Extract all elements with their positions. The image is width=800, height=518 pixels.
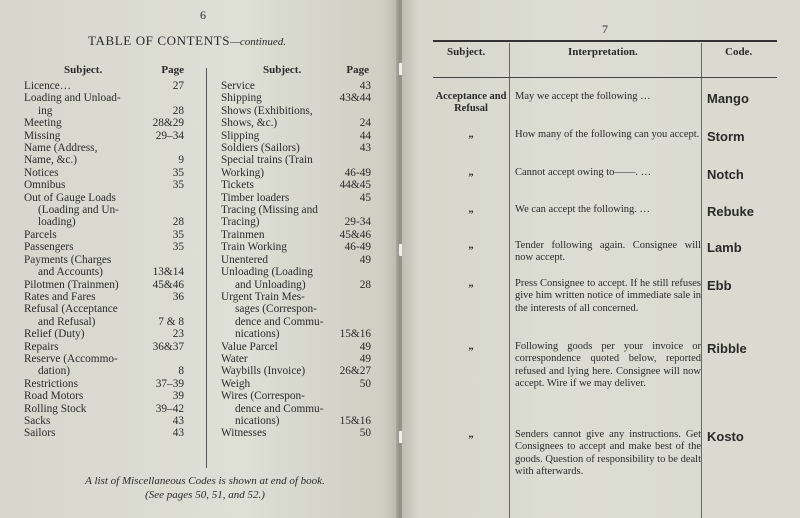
toc-entry-page: 24 bbox=[359, 117, 371, 130]
toc-entry-subject: Witnesses bbox=[221, 427, 267, 440]
column-divider bbox=[206, 68, 207, 468]
toc-entry-subject: dence and Commu- bbox=[235, 402, 324, 415]
toc-entry-page: 35 bbox=[172, 166, 184, 179]
toc-entry-subject: Relief (Duty) bbox=[24, 328, 85, 341]
toc-entry-page: 39 bbox=[172, 390, 184, 403]
toc-entry bbox=[221, 353, 371, 365]
page-header: Page bbox=[161, 64, 184, 76]
toc-entry-subject: Missing bbox=[24, 129, 61, 142]
toc-entry bbox=[24, 92, 184, 104]
toc-entry-subject: Payments (Charges bbox=[24, 253, 112, 266]
toc-right-entries bbox=[221, 80, 371, 440]
toc-title bbox=[88, 33, 286, 49]
toc-entry-subject: Urgent Train Mes- bbox=[221, 290, 305, 303]
toc-entry bbox=[221, 216, 371, 228]
toc-entry-subject: Wires (Correspon- bbox=[221, 390, 305, 403]
toc-entry-page: 26&27 bbox=[339, 365, 371, 378]
toc-entry-subject: Passengers bbox=[24, 241, 74, 254]
toc-entry-subject: Restrictions bbox=[24, 377, 78, 390]
toc-entry-page: 28 bbox=[172, 216, 184, 229]
row-code: Lamb bbox=[707, 240, 742, 255]
toc-entry-subject: Sacks bbox=[24, 414, 51, 427]
toc-entry-subject: and Unloading) bbox=[235, 278, 306, 291]
toc-entry bbox=[24, 415, 184, 427]
column-rule bbox=[701, 43, 702, 518]
toc-left-column-header bbox=[24, 64, 184, 80]
toc-entry bbox=[24, 254, 184, 266]
toc-entry-page: 43 bbox=[359, 80, 371, 92]
row-subject: Acceptance and Refusal bbox=[435, 91, 507, 114]
toc-entry-page: 49 bbox=[359, 352, 371, 365]
toc-entry-page: 7 & 8 bbox=[158, 315, 184, 328]
toc-entry-subject: Shipping bbox=[221, 92, 262, 105]
toc-entry bbox=[221, 105, 371, 117]
toc-entry bbox=[24, 241, 184, 253]
toc-entry-page: 9 bbox=[178, 154, 184, 167]
toc-entry-subject: Repairs bbox=[24, 340, 59, 353]
header-rule bbox=[433, 77, 777, 78]
toc-entry bbox=[221, 80, 371, 92]
toc-entry-subject: Refusal (Acceptance bbox=[24, 303, 118, 316]
toc-entry bbox=[24, 328, 184, 340]
toc-entry-subject: Shows, &c.) bbox=[221, 117, 278, 130]
ditto-mark: „ bbox=[468, 429, 474, 440]
toc-entry-subject: Parcels bbox=[24, 228, 57, 241]
row-interpretation: Following goods per your invoice or correspondence quoted below, reported refused and lying here. Consignee will now accept. Wire if we may deliver. bbox=[515, 341, 701, 390]
toc-entry-page: 29-34 bbox=[344, 216, 371, 229]
row-code: Storm bbox=[707, 129, 745, 144]
toc-entry-subject: Trainmen bbox=[221, 228, 265, 241]
toc-entry bbox=[221, 378, 371, 390]
toc-entry-page: 23 bbox=[172, 328, 184, 341]
toc-entry bbox=[24, 142, 184, 154]
toc-entry-subject: Value Parcel bbox=[221, 340, 278, 353]
toc-entry bbox=[24, 378, 184, 390]
table-top-rule bbox=[433, 40, 777, 42]
row-interpretation: Cannot accept owing to——. … bbox=[515, 167, 652, 178]
toc-entry bbox=[24, 130, 184, 142]
toc-entry-subject: Road Motors bbox=[24, 390, 84, 403]
toc-entry bbox=[24, 229, 184, 241]
toc-entry-page: 44&45 bbox=[339, 179, 371, 192]
toc-entry-page: 45&46 bbox=[339, 228, 371, 241]
toc-entry bbox=[221, 291, 371, 303]
toc-title-suffix: —continued. bbox=[230, 36, 286, 48]
toc-entry-subject: Timber loaders bbox=[221, 191, 290, 204]
toc-entry-subject: Reserve (Accommo- bbox=[24, 352, 118, 365]
toc-entry bbox=[221, 365, 371, 377]
toc-entry-subject: sages (Correspon- bbox=[235, 303, 317, 316]
toc-entry-subject: Tracing) bbox=[221, 216, 260, 229]
row-interpretation: Tender following again. Consignee will now accept. bbox=[515, 240, 701, 264]
toc-entry-page: 49 bbox=[359, 340, 371, 353]
toc-entry-page: 39–42 bbox=[155, 402, 184, 415]
toc-entry bbox=[24, 216, 184, 228]
toc-entry-page: 46-49 bbox=[344, 166, 371, 179]
toc-entry bbox=[221, 130, 371, 142]
toc-entry-page: 46-49 bbox=[344, 241, 371, 254]
toc-entry-page: 49 bbox=[359, 253, 371, 266]
toc-entry-subject: nications) bbox=[235, 414, 280, 427]
toc-entry-page: 35 bbox=[172, 179, 184, 192]
toc-entry bbox=[24, 316, 184, 328]
toc-entry-subject: Meeting bbox=[24, 117, 62, 130]
left-page-number: 6 bbox=[200, 8, 206, 22]
toc-entry-page: 37–39 bbox=[155, 377, 184, 390]
toc-entry bbox=[24, 105, 184, 117]
toc-entry-subject: Unloading (Loading bbox=[221, 266, 313, 279]
row-code: Notch bbox=[707, 167, 744, 182]
toc-entry bbox=[24, 279, 184, 291]
toc-entry-page: 35 bbox=[172, 228, 184, 241]
ditto-mark: „ bbox=[468, 204, 474, 215]
toc-entry-subject: dence and Commu- bbox=[235, 315, 324, 328]
toc-entry bbox=[24, 303, 184, 315]
toc-entry bbox=[221, 427, 371, 439]
toc-entry-page: 15&16 bbox=[339, 328, 371, 341]
toc-entry bbox=[24, 117, 184, 129]
toc-entry-page: 43&44 bbox=[339, 92, 371, 105]
toc-entry-subject: Weigh bbox=[221, 377, 251, 390]
ditto-mark: „ bbox=[468, 278, 474, 289]
toc-entry-subject: Water bbox=[221, 352, 248, 365]
toc-entry bbox=[221, 154, 371, 166]
toc-entry-page: 43 bbox=[359, 142, 371, 155]
toc-left-entries bbox=[24, 80, 184, 440]
toc-entry bbox=[221, 403, 371, 415]
page-header: Page bbox=[346, 64, 369, 76]
toc-entry bbox=[24, 291, 184, 303]
toc-entry-subject: Working) bbox=[221, 166, 265, 179]
row-code: Mango bbox=[707, 91, 749, 106]
ditto-mark: „ bbox=[468, 240, 474, 251]
toc-title-text: TABLE OF CONTENTS bbox=[88, 33, 231, 48]
toc-entry-subject: ing bbox=[38, 104, 53, 117]
toc-entry bbox=[221, 179, 371, 191]
row-code: Ebb bbox=[707, 278, 732, 293]
subject-header: Subject. bbox=[64, 64, 103, 76]
toc-entry-subject: dation) bbox=[38, 365, 70, 378]
ditto-mark: „ bbox=[468, 341, 474, 352]
toc-entry bbox=[24, 403, 184, 415]
toc-entry-subject: Name (Address, bbox=[24, 142, 98, 155]
toc-entry bbox=[221, 241, 371, 253]
toc-entry bbox=[221, 192, 371, 204]
toc-entry-subject: Licence… bbox=[24, 80, 72, 92]
toc-entry bbox=[221, 341, 371, 353]
toc-entry bbox=[221, 229, 371, 241]
toc-entry bbox=[24, 341, 184, 353]
toc-entry bbox=[221, 303, 371, 315]
toc-entry-page: 43 bbox=[172, 427, 184, 440]
toc-entry-page: 36 bbox=[172, 290, 184, 303]
toc-entry-subject: Special trains (Train bbox=[221, 154, 313, 167]
interpretation-column-header: Interpretation. bbox=[568, 46, 638, 58]
toc-entry bbox=[221, 117, 371, 129]
toc-entry bbox=[221, 167, 371, 179]
toc-entry-subject: Train Working bbox=[221, 241, 287, 254]
toc-entry-page: 29–34 bbox=[155, 129, 184, 142]
toc-entry bbox=[221, 279, 371, 291]
toc-entry bbox=[221, 328, 371, 340]
toc-entry bbox=[24, 167, 184, 179]
toc-entry-subject: nications) bbox=[235, 328, 280, 341]
toc-entry-page: 45 bbox=[359, 191, 371, 204]
ditto-mark: „ bbox=[468, 129, 474, 140]
toc-entry-subject: Pilotmen (Trainmen) bbox=[24, 278, 119, 291]
toc-entry bbox=[24, 179, 184, 191]
toc-entry-page: 28 bbox=[359, 278, 371, 291]
row-code: Ribble bbox=[707, 341, 747, 356]
toc-entry-page: 44 bbox=[359, 129, 371, 142]
toc-entry-subject: Tracing (Missing and bbox=[221, 204, 318, 217]
left-page bbox=[0, 0, 398, 518]
toc-entry-subject: Soldiers (Sailors) bbox=[221, 142, 300, 155]
toc-entry-page: 8 bbox=[178, 365, 184, 378]
toc-entry-subject: (Loading and Un- bbox=[38, 204, 119, 217]
subject-column-header: Subject. bbox=[447, 46, 486, 58]
column-rule bbox=[509, 43, 510, 518]
toc-entry-subject: and Accounts) bbox=[38, 266, 103, 279]
row-interpretation: May we accept the following … bbox=[515, 91, 651, 102]
subject-header: Subject. bbox=[263, 64, 302, 76]
footnote-line-2: (See pages 50, 51, and 52.) bbox=[145, 489, 265, 501]
toc-entry bbox=[24, 154, 184, 166]
toc-entry bbox=[221, 390, 371, 402]
toc-entry-subject: Rates and Fares bbox=[24, 290, 96, 303]
toc-entry-subject: Unentered bbox=[221, 253, 269, 266]
right-page-number: 7 bbox=[602, 22, 608, 36]
toc-entry-subject: Loading and Unload- bbox=[24, 92, 121, 105]
ditto-mark: „ bbox=[468, 167, 474, 178]
toc-entry bbox=[24, 353, 184, 365]
toc-entry-subject: loading) bbox=[38, 216, 76, 229]
toc-entry bbox=[24, 80, 184, 92]
toc-entry-subject: Rolling Stock bbox=[24, 402, 87, 415]
toc-right-column bbox=[221, 64, 371, 440]
row-interpretation: Senders cannot give any instructions. Get Consignees to accept and make best of the goods. Question of responsibility to be dealt with afterwards. bbox=[515, 429, 701, 478]
toc-entry bbox=[24, 266, 184, 278]
toc-entry-subject: Service bbox=[221, 80, 255, 92]
footnote-line-1: A list of Miscellaneous Codes is shown at end of book. bbox=[85, 475, 325, 487]
toc-entry-subject: Sailors bbox=[24, 427, 56, 440]
toc-entry-subject: Out of Gauge Loads bbox=[24, 191, 116, 204]
toc-entry-subject: Shows (Exhibitions, bbox=[221, 104, 313, 117]
toc-left-column bbox=[24, 64, 184, 440]
toc-entry bbox=[221, 266, 371, 278]
toc-entry-subject: Name, &c.) bbox=[24, 154, 78, 167]
row-interpretation: We can accept the following. … bbox=[515, 204, 651, 215]
toc-entry bbox=[221, 92, 371, 104]
toc-entry-subject: Tickets bbox=[221, 179, 254, 192]
toc-right-column-header bbox=[221, 64, 371, 80]
row-code: Rebuke bbox=[707, 204, 754, 219]
code-column-header: Code. bbox=[725, 46, 753, 58]
row-interpretation: How many of the following can you accept. bbox=[515, 129, 700, 140]
toc-entry-page: 28 bbox=[172, 104, 184, 117]
toc-entry-page: 36&37 bbox=[152, 340, 184, 353]
toc-entry bbox=[221, 316, 371, 328]
toc-entry-page: 15&16 bbox=[339, 414, 371, 427]
row-interpretation: Press Consignee to accept. If he still refuses give him written notice of immediate sale in the interests of all concerned. bbox=[515, 278, 701, 314]
toc-entry bbox=[24, 390, 184, 402]
toc-entry-page: 50 bbox=[359, 427, 371, 440]
row-code: Kosto bbox=[707, 429, 744, 444]
toc-entry-page: 43 bbox=[172, 414, 184, 427]
toc-entry-page: 28&29 bbox=[152, 117, 184, 130]
toc-entry bbox=[24, 192, 184, 204]
toc-entry-page: 13&14 bbox=[152, 266, 184, 279]
toc-entry bbox=[221, 415, 371, 427]
footnote bbox=[40, 474, 370, 502]
toc-entry-subject: Waybills (Invoice) bbox=[221, 365, 306, 378]
toc-entry bbox=[221, 204, 371, 216]
toc-entry bbox=[24, 427, 184, 439]
toc-entry bbox=[221, 254, 371, 266]
toc-entry bbox=[221, 142, 371, 154]
toc-entry bbox=[24, 365, 184, 377]
toc-entry-subject: Notices bbox=[24, 166, 59, 179]
toc-entry-page: 35 bbox=[172, 241, 184, 254]
toc-entry-page: 45&46 bbox=[152, 278, 184, 291]
toc-entry-subject: Slipping bbox=[221, 129, 260, 142]
toc-entry bbox=[24, 204, 184, 216]
toc-entry-subject: Omnibus bbox=[24, 179, 66, 192]
toc-entry-page: 27 bbox=[172, 80, 184, 92]
toc-entry-subject: and Refusal) bbox=[38, 315, 96, 328]
toc-entry-page: 50 bbox=[359, 377, 371, 390]
